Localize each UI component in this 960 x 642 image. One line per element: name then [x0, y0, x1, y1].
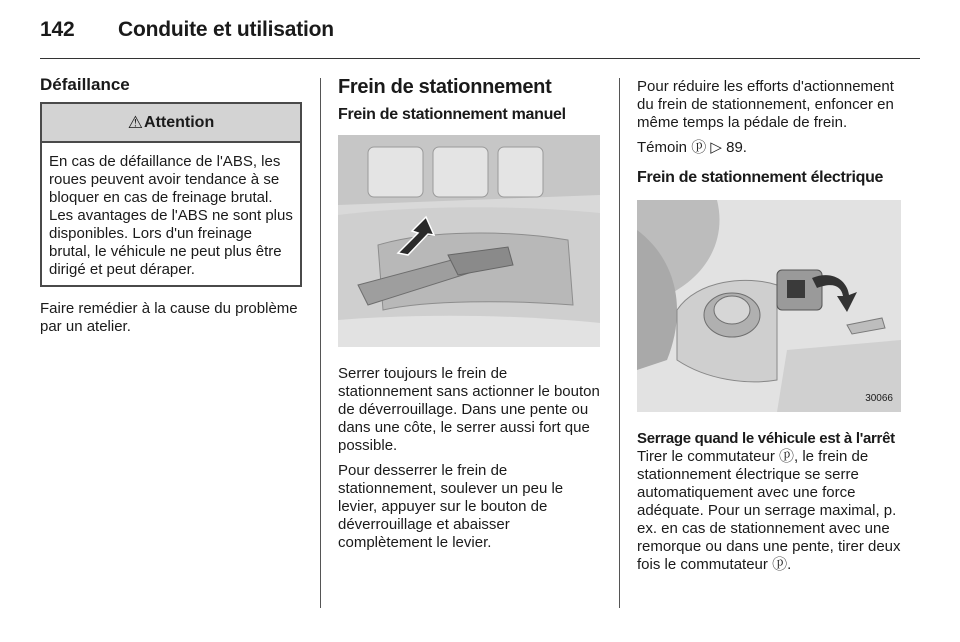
paragraph: [637, 448, 903, 574]
indicator-line: [637, 139, 903, 157]
section-heading-defaillance: Défaillance: [40, 75, 130, 94]
switch-icon: ⓟ: [772, 556, 788, 573]
page-reference: 89.: [726, 139, 747, 156]
paragraph-part: .: [787, 556, 792, 573]
parking-brake-warning-icon: ⓟ: [691, 139, 707, 156]
paragraph-part: Tirer le commutateur: [637, 448, 775, 465]
switch-icon: ⓟ: [778, 448, 794, 465]
chapter-title: Conduite et utilisation: [118, 18, 334, 41]
warning-header: [42, 104, 300, 143]
warning-title: Attention: [144, 113, 215, 131]
warning-text: En cas de défaillance de l'ABS, les roues peuvent avoir tendance à se bloquer en cas de freinage brutal. Les avantages de l'ABS ne sont plus disponibles. Lors d'un freinage brutal, le véhicule ne peut plus être dirigé et peut déraper.: [49, 153, 293, 278]
image-code: 30066: [865, 393, 893, 404]
manual-handbrake-illustration: [338, 135, 600, 347]
page-header: [40, 18, 334, 42]
warning-box: [40, 102, 302, 287]
electric-parking-brake-illustration: [637, 200, 901, 412]
subsection-title: Frein de stationnement manuel: [338, 106, 566, 123]
indicator-label: Témoin: [637, 139, 688, 156]
section-title: Frein de stationnement: [338, 76, 552, 98]
column-3: [637, 78, 903, 574]
subsection-title: Frein de stationnement électrique: [637, 169, 884, 186]
paragraph: Pour desserrer le frein de stationnement, soulever un peu le levier, appuyer sur le bouton de déverrouillage et abaisser complètement le levier.: [338, 462, 564, 551]
paragraph: Faire remédier à la cause du problème par un atelier.: [40, 300, 298, 335]
header-rule: [40, 58, 920, 59]
paragraph-part: , le frein de stationnement électrique se serre automatiquement avec une force adéquate. Pour un serrage maximal, p. ex. en cas de stationnement avec une remorque ou dans une pente, tirer deux fois le commutateur: [637, 448, 901, 573]
column-1: [40, 76, 302, 336]
column-divider: [320, 78, 321, 608]
column-divider: [619, 78, 620, 608]
page-reference-icon: ▷: [710, 139, 722, 156]
paragraph: Serrer toujours le frein de stationnement sans actionner le bouton de déverrouillage. Dans une pente ou dans une côte, le serrer aussi fort que possible.: [338, 365, 600, 454]
paragraph: Pour réduire les efforts d'actionnement du frein de stationnement, enfoncer en même temps la pédale de frein.: [637, 78, 894, 131]
warning-triangle-icon: ⚠: [127, 112, 144, 132]
page-number: 142: [40, 18, 75, 41]
column-2: [338, 78, 602, 552]
subheading: Serrage quand le véhicule est à l'arrêt: [637, 430, 895, 447]
